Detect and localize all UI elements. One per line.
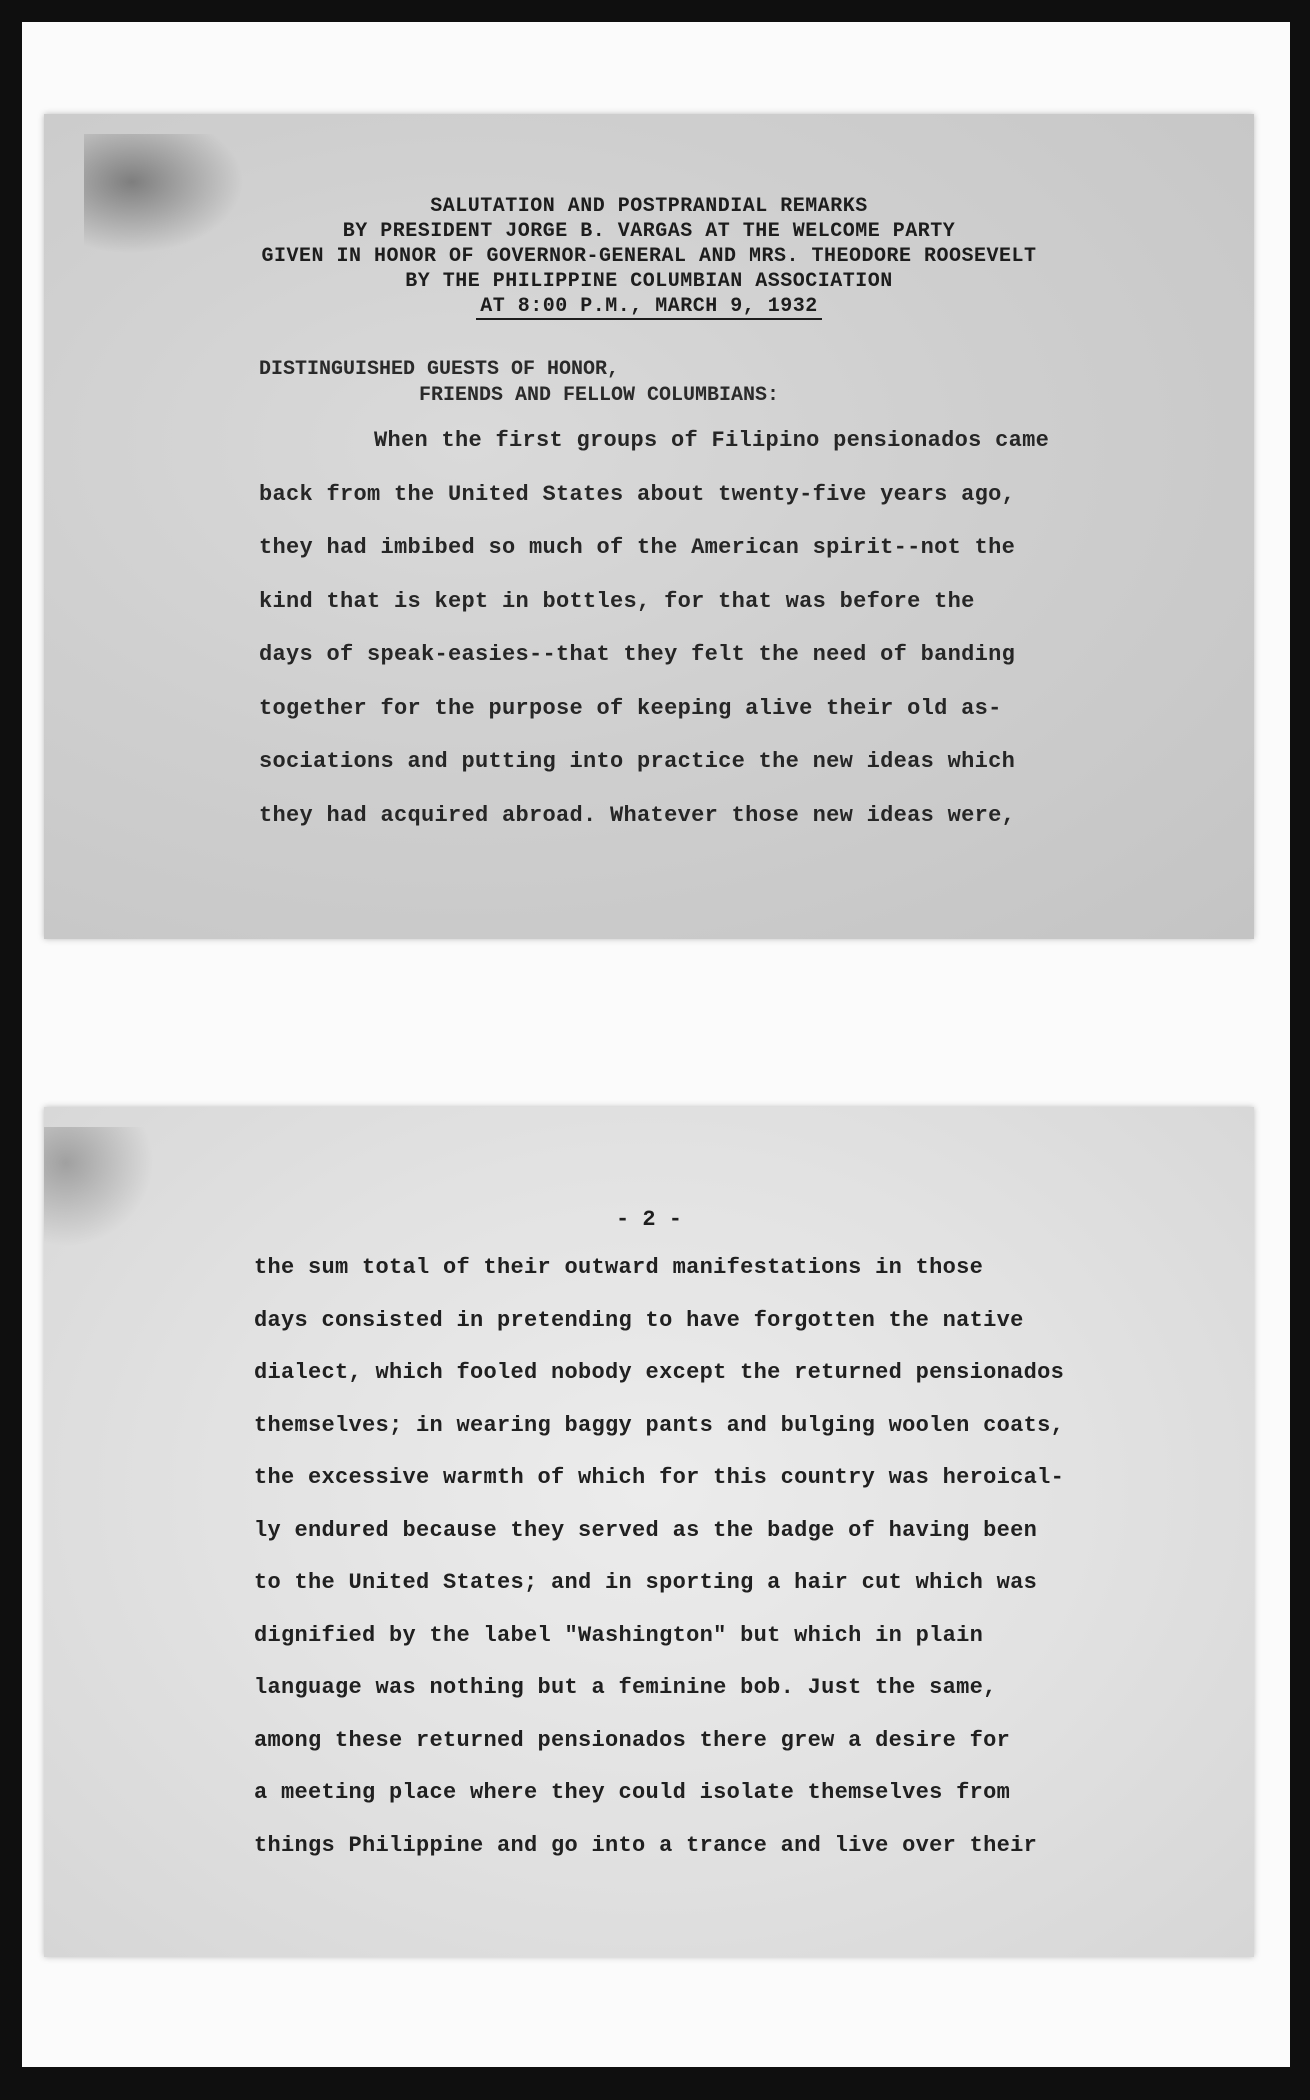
body-paragraph [259,414,1184,842]
page-number: - 2 - [615,1207,682,1232]
text-line: to the United States; and in sporting a hair cut which was [254,1570,1038,1595]
salutation-line: FRIENDS AND FELLOW COLUMBIANS: [419,384,780,407]
text-line: the sum total of their outward manifestations in those [254,1255,984,1280]
heading-date-line [44,294,1254,319]
document-page-2 [44,1107,1254,1957]
text-line: they had acquired abroad. Whatever those new ideas were, [259,802,1016,828]
heading-line: BY THE PHILIPPINE COLUMBIAN ASSOCIATION [405,270,893,293]
scan-sheet [22,22,1290,2067]
salutation [259,357,779,409]
text-line: days of speak-easies--that they felt the need of banding [259,642,1016,667]
body-paragraph [254,1242,1234,1872]
text-line: dialect, which fooled nobody except the returned pensionados [254,1360,1065,1385]
text-line: kind that is kept in bottles, for that was before the [259,588,975,614]
text-line: When the first groups of Filipino pensionados came [374,428,1050,453]
text-line: a meeting place where they could isolate themselves from [254,1780,1011,1805]
text-line: things Philippine and go into a trance and live over their [254,1832,1038,1858]
text-line: language was nothing but a feminine bob. Just the same, [254,1675,997,1700]
text-line: days consisted in pretending to have forgotten the native [254,1307,1024,1333]
heading-line: GIVEN IN HONOR OF GOVERNOR-GENERAL AND MRS. THEODORE ROOSEVELT [261,245,1037,268]
text-line: sociations and putting into practice the new ideas which [259,749,1016,774]
text-line: dignified by the label "Washington" but which in plain [254,1622,984,1648]
heading-line: BY PRESIDENT JORGE B. VARGAS AT THE WELCOME PARTY [342,220,956,243]
text-line: together for the purpose of keeping alive their old as- [259,695,1002,721]
heading-line: SALUTATION AND POSTPRANDIAL REMARKS [430,195,868,218]
salutation-line: DISTINGUISHED GUESTS OF HONOR, [259,358,620,381]
text-line: they had imbibed so much of the American spirit--not the [259,535,1016,560]
text-line: the excessive warmth of which for this country was heroical- [254,1465,1065,1490]
document-heading [44,194,1254,319]
text-line: back from the United States about twenty-five years ago, [259,481,1016,507]
text-line: ly endured because they served as the badge of having been [254,1517,1038,1543]
document-page-1 [44,114,1254,939]
text-line: themselves; in wearing baggy pants and bulging woolen coats, [254,1412,1065,1438]
text-line: among these returned pensionados there grew a desire for [254,1727,1011,1753]
date-text: AT 8:00 P.M., MARCH 9, 1932 [476,295,822,320]
